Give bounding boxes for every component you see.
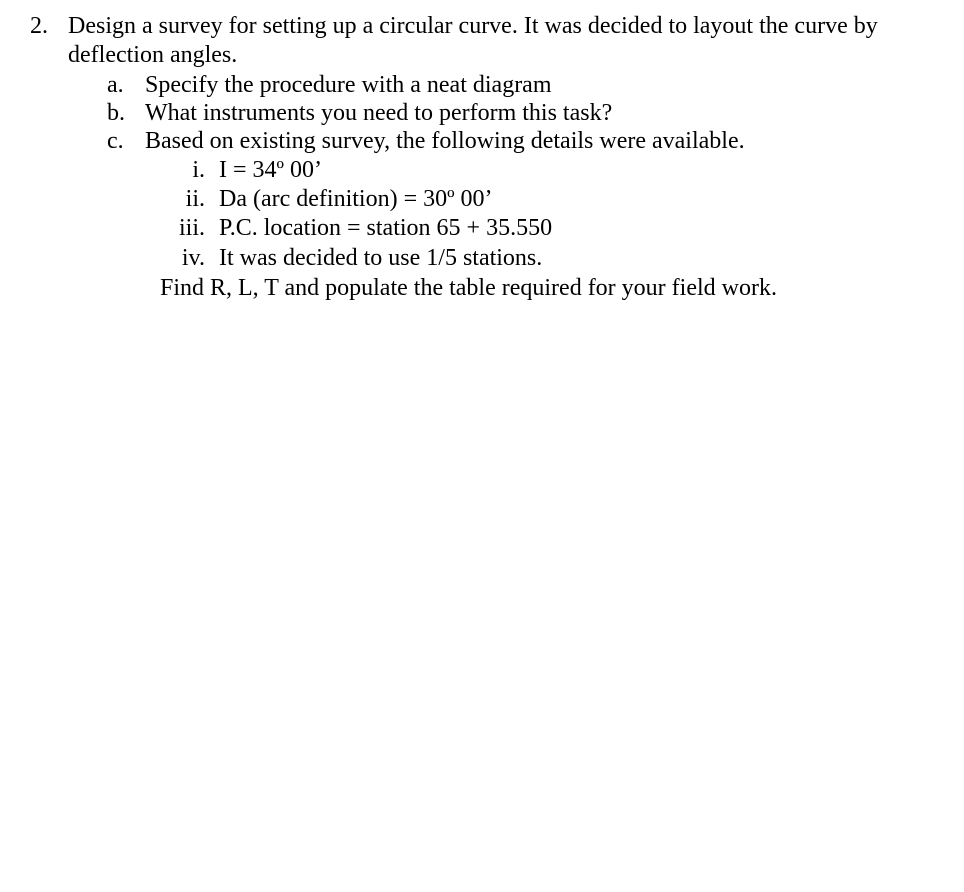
detail-i-marker: i. — [192, 157, 205, 183]
part-a-text: Specify the procedure with a neat diagram — [145, 72, 552, 98]
part-b-marker: b. — [107, 100, 125, 126]
question-text-line2: deflection angles. — [68, 42, 238, 68]
part-c-marker: c. — [107, 128, 124, 154]
detail-ii-text: Da (arc definition) = 30º 00’ — [219, 186, 493, 212]
final-instruction: Find R, L, T and populate the table required for your field work. — [160, 275, 777, 301]
question-number: 2. — [30, 13, 48, 39]
part-a-marker: a. — [107, 72, 124, 98]
detail-iii-marker: iii. — [178, 215, 205, 241]
detail-i-text: I = 34º 00’ — [219, 157, 322, 183]
part-c-text: Based on existing survey, the following details were available. — [145, 128, 745, 154]
question-text-line1: Design a survey for setting up a circular curve. It was decided to layout the curve by — [68, 13, 878, 39]
detail-iv-marker: iv. — [181, 245, 205, 271]
detail-iii-text: P.C. location = station 65 + 35.550 — [219, 215, 553, 241]
part-b-text: What instruments you need to perform this task? — [145, 100, 613, 126]
detail-ii-marker: ii. — [185, 186, 205, 212]
detail-iv-text: It was decided to use 1/5 stations. — [219, 245, 543, 271]
